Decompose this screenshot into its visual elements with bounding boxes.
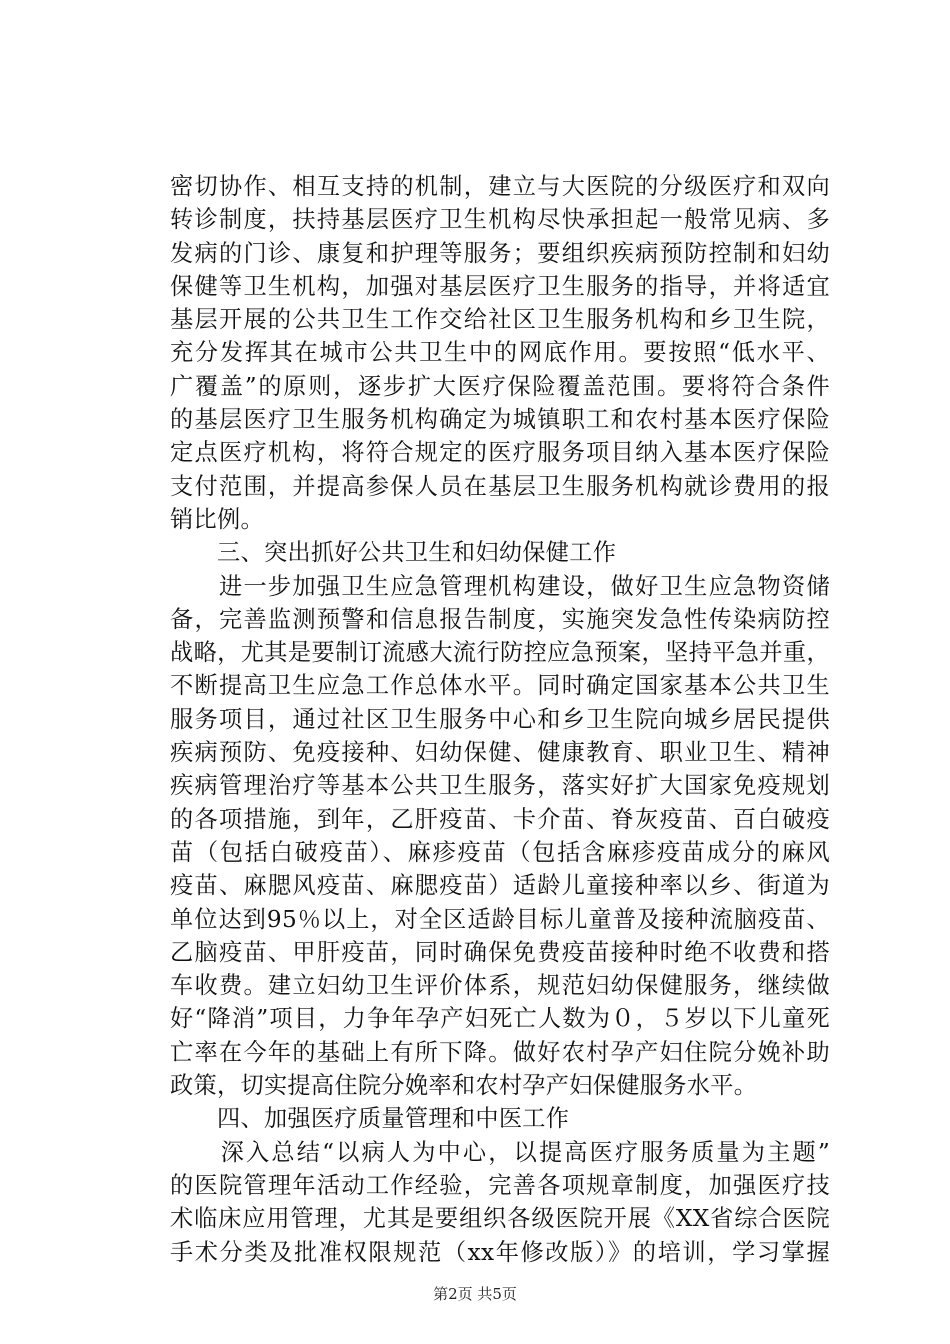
text-line: 深入总结“以病人为中心，以提高医疗服务质量为主题” bbox=[170, 1138, 830, 1166]
text-line: 基层开展的公共卫生工作交给社区卫生服务机构和乡卫生院， bbox=[170, 306, 830, 334]
text-line: 发病的门诊、康复和护理等服务；要组织疾病预防控制和妇幼 bbox=[170, 239, 830, 267]
section-heading: 三、突出抓好公共卫生和妇幼保健工作 bbox=[170, 539, 617, 567]
text-line: 支付范围，并提高参保人员在基层卫生服务机构就诊费用的报 bbox=[170, 472, 830, 500]
text-line: 备，完善监测预警和信息报告制度，实施突发急性传染病防控 bbox=[170, 605, 830, 633]
text-line: 保健等卫生机构，加强对基层医疗卫生服务的指导，并将适宜 bbox=[170, 272, 830, 300]
text-line: 乙脑疫苗、甲肝疫苗，同时确保免费疫苗接种时绝不收费和搭 bbox=[170, 938, 830, 966]
text-line: 密切协作、相互支持的机制，建立与大医院的分级医疗和双向 bbox=[170, 173, 830, 200]
text-line: 疾病预防、免疫接种、妇幼保健、健康教育、职业卫生、精神 bbox=[170, 739, 830, 767]
text-line: 苗（包括白破疫苗）、麻疹疫苗（包括含麻疹疫苗成分的麻风 bbox=[170, 838, 830, 866]
text-line: 疾病管理治疗等基本公共卫生服务，落实好扩大国家免疫规划 bbox=[170, 772, 830, 800]
page-number-footer: 第2页 共5页 bbox=[433, 1285, 517, 1303]
text-line: 不断提高卫生应急工作总体水平。同时确定国家基本公共卫生 bbox=[170, 672, 830, 700]
text-line: 好“降消”项目，力争年孕产妇死亡人数为０，５岁以下儿童死 bbox=[170, 1005, 830, 1033]
text-line: 定点医疗机构，将符合规定的医疗服务项目纳入基本医疗保险 bbox=[170, 439, 830, 467]
section-heading: 四、加强医疗质量管理和中医工作 bbox=[170, 1105, 570, 1133]
text-line: 疫苗、麻腮风疫苗、麻腮疫苗）适龄儿童接种率以乡、街道为 bbox=[170, 872, 830, 900]
text-line: 战略，尤其是要制订流感大流行防控应急预案，坚持平急并重， bbox=[170, 639, 830, 667]
text-line: 的基层医疗卫生服务机构确定为城镇职工和农村基本医疗保险 bbox=[170, 406, 830, 434]
text-line: 的各项措施，到年，乙肝疫苗、卡介苗、脊灰疫苗、百白破疫 bbox=[170, 805, 830, 833]
text-line: 广覆盖”的原则，逐步扩大医疗保险覆盖范围。要将符合条件 bbox=[170, 372, 830, 400]
text-line: 服务项目，通过社区卫生服务中心和乡卫生院向城乡居民提供 bbox=[170, 705, 830, 733]
text-line: 销比例。 bbox=[170, 505, 264, 533]
text-line: 手术分类及批准权限规范（xx年修改版）》的培训，学习掌握 bbox=[170, 1238, 830, 1266]
text-line: 亡率在今年的基础上有所下降。做好农村孕产妇住院分娩补助 bbox=[170, 1038, 830, 1066]
body-text bbox=[170, 170, 830, 1269]
text-line: 政策，切实提高住院分娩率和农村孕产妇保健服务水平。 bbox=[170, 1072, 758, 1100]
text-line: 车收费。建立妇幼卫生评价体系，规范妇幼保健服务，继续做 bbox=[170, 972, 830, 1000]
text-line: 进一步加强卫生应急管理机构建设，做好卫生应急物资储 bbox=[170, 572, 830, 600]
text-line: 的医院管理年活动工作经验，完善各项规章制度，加强医疗技 bbox=[170, 1171, 830, 1199]
text-line: 充分发挥其在城市公共卫生中的网底作用。要按照“低水平、 bbox=[170, 339, 830, 367]
text-line: 单位达到95％以上，对全区适龄目标儿童普及接种流脑疫苗、 bbox=[170, 905, 830, 933]
text-line: 转诊制度，扶持基层医疗卫生机构尽快承担起一般常见病、多 bbox=[170, 206, 830, 234]
text-line: 术临床应用管理，尤其是要组织各级医院开展《XX省综合医院 bbox=[170, 1205, 830, 1233]
